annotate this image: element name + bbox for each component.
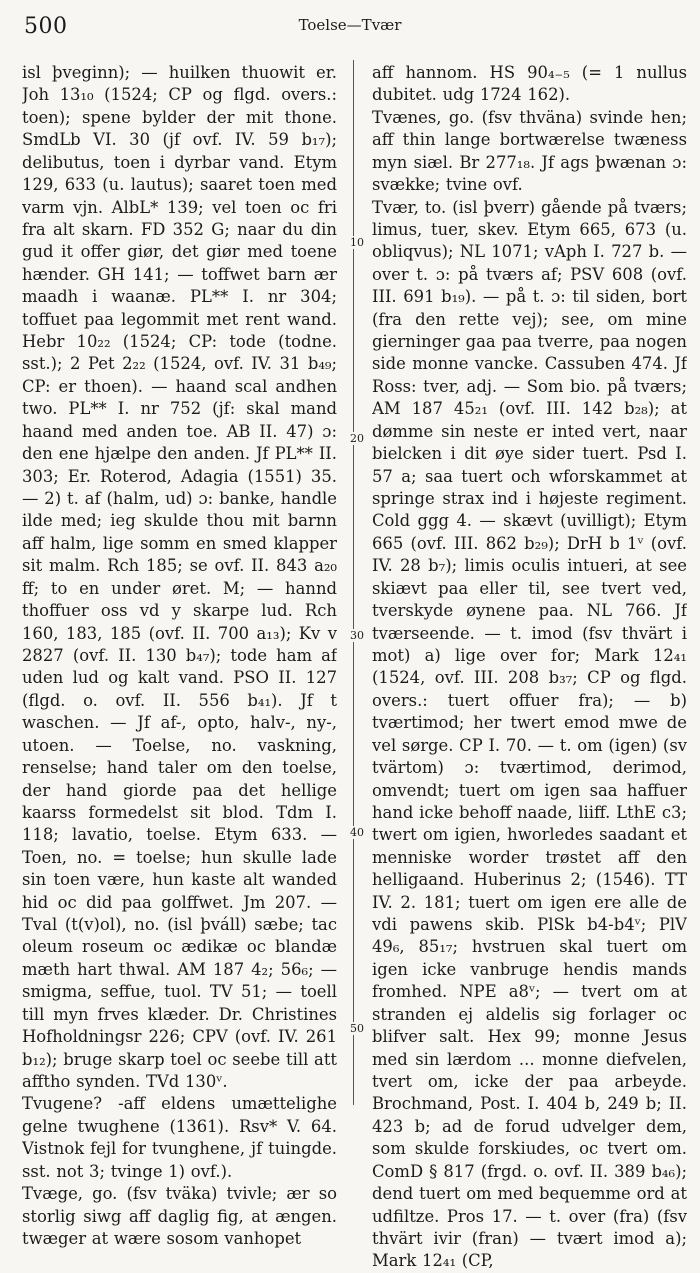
entry-tvaenes: Tvænes, go. (fsv thväna) svinde hen; aff thin lange bortwærelse twæness myn siæl. Br 277₁₈. Jf ags þwænan ɔ: svække; tvine ovf. — [372, 107, 687, 195]
line-number: 40 — [350, 826, 364, 839]
line-number: 30 — [350, 629, 364, 642]
entry-tvaege: Tvæge, go. (fsv tväka) tvivle; ær so storlig siwg aff daglig fig, at ængen. twæger at wære sosom vanhopet — [22, 1184, 337, 1248]
line-number: 20 — [350, 432, 364, 445]
left-column — [22, 62, 337, 1250]
right-column — [372, 62, 687, 1273]
entry-continuation: aff hannom. HS 90₄₋₅ (= 1 nullus dubitet. udg 1724 162). — [372, 63, 687, 105]
entry-tvugene: Tvugene? -aff eldens umættelighe gelne twughene (1361). Rsv* V. 64. Vistnok fejl for tvunghene, jf tuingde. sst. not 3; tvinge 1) ovf.). — [22, 1094, 337, 1181]
page-number: 500 — [24, 14, 68, 39]
entry-tvaer: Tvær, to. (isl þverr) gående på tværs; limus, tuer, skev. Etym 665, 673 (u. obliqvus); NL 1071; vAph I. 727 b. — over t. ɔ: på tværs af; PSV 608 (ovf. III. 691 b₁₉). — på t. ɔ: til siden, bort (fra den rette vej); see, om mine gierninger gaa paa tverre, paa nogen side monne vancke. Cassuben 474. Jf Ross: tver, adj. — Som bio. på tværs; AM 187 45₂₁ (ovf. III. 142 b₂₈); at dømme sin neste er inted vert, naar bielcken i dit øye sider tuert. Psd I. 57 a; saa tuert och wforskammet at springe strax ind i højeste regiment. Cold ggg 4. — skævt (uvilligt); Etym 665 (ovf. III. 862 b₂₉); DrH b 1ᵛ (ovf. IV. 28 b₇); limis oculis intueri, at see skiævt paa eller til, see tvert ved, tverskyde øynene paa. NL 766. Jf tværseende. — t. imod (fsv thvärt i mot) a) lige over for; Mark 12₄₁ (1524, ovf. III. 208 b₃₇; CP og flgd. overs.: tuert offuer fra); — b) tværtimod; her twert emod mwe de vel sørge. CP I. 70. — t. om (igen) (sv tvärtom) ɔ: tværtimod, derimod, omvendt; tuert om igen saa haffuer hand icke behoff naade, liiff. LthE c3; twert om igien, hworledes saadant et menniske worder trøstet aff den helligaand. Huberinus 2; (1546). TT IV. 2. 181; tuert om igen ere alle de vdi pawens skib. PlSk b4-b4ᵛ; PlV 49₆, 85₁₇; hvstruen skal tuert om igen icke vanbruge hendis mands fromhed. NPE a8ᵛ; — tvert om at stranden ej aldelis sig forlager oc blifver salt. Hex 99; monne Jesus med sin lærdom ... monne diefvelen, tvert om, icke der paa arbeyde. Brochmand, Post. I. 404 b, 249 b; II. 423 b; ad de forud udvelger dem, som skulde forskiudes, oc tvert om. ComD § 817 (frgd. o. ovf. II. 389 b₄₆); dend tuert om med bequemme ord at udfiltze. Pros 17. — t. over (fra) (fsv thvärt ivir (fran) — tvært imod a); Mark 12₄₁ (CP, — [372, 197, 687, 1271]
column-divider — [353, 60, 354, 1105]
entry-text: isl þveginn); — huilken thuowit er. Joh 13₁₀ (1524; CP og flgd. overs.: toen); spene bylder der mit thone. SmdLb VI. 30 (jf ovf. IV. 59 b₁₇); delibutus, toen i dyrbar vand. Etym 129, 633 (u. lautus); saaret toen med varm vjn. AlbL* 139; vel toen oc fri fra alt skarn. FD 352 G; naar du din gud it offer giør, det giør med toene hænder. GH 141; — toffwet barn ær maadh i waanæ. PL** I. nr 304; toffuet paa legommit met rent wand. Hebr 10₂₂ (1524; CP: tode (todne. sst.); 2 Pet 2₂₂ (1524, ovf. IV. 31 b₄₉; CP: er thoen). — haand scal andhen two. PL** I. nr 752 (jf: skal mand haand med anden toe. AB II. 47) ɔ: den ene hjælpe den anden. Jf PL** II. 303; Er. Roterod, Adagia (1551) 35. — 2) t. af (halm, ud) ɔ: banke, handle ilde med; ieg skulde thou mit barnn aff halm, lige somm en smed klapper sit malm. Rch 185; se ovf. II. 843 a₂₀ ff; to en under øret. M; — hannd thoffuer oss vd y skarpe lud. Rch 160, 183, 185 (ovf. II. 700 a₁₃); Kv v 2827 (ovf. II. 130 b₄₇); tode ham af uden lud og kalt vand. PSO II. 127 (flgd. o. ovf. II. 556 b₄₁). Jf t waschen. — Jf af-, opto, halv-, ny-, utoen. — Toelse, no. vaskning, renselse; hand taler om den toelse, der hand giorde paa det hellige kaarss formedelst sit blod. Tdm I. 118; lavatio, toelse. Etym 633. — Toen, no. = toelse; hun skulle lade sin toen være, hun kaste alt wanded hid oc did paa golffwet. Jm 207. — Tval (t(v)ol), no. (isl þváll) sæbe; tac oleum roseum oc ædikæ oc blandæ mæth hart thwal. AM 187 4₂; 56₆; — smigma, seffue, tuol. TV 51; — toell till myn frves klæder. Dr. Christines Hofholdningsr 226; CPV (ovf. IV. 261 b₁₂); bruge skarp toel oc seebe till att affthο synden. TVd 130ᵛ. — [22, 63, 337, 1091]
line-number: 10 — [350, 236, 364, 249]
line-number: 50 — [350, 1022, 364, 1035]
running-head: Toelse—Tvær — [298, 16, 402, 34]
